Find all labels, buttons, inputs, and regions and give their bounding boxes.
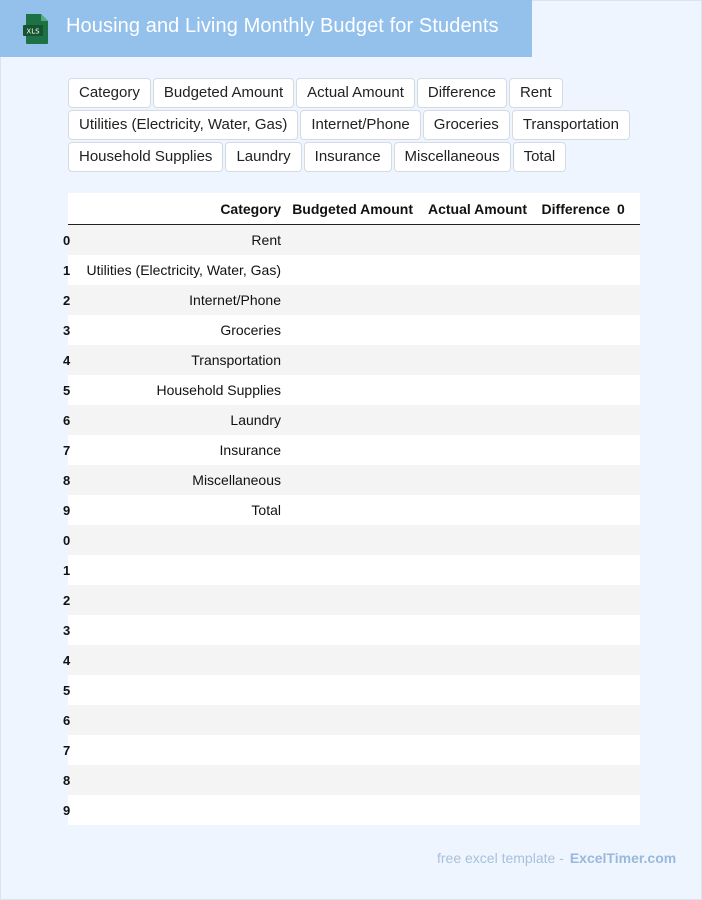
tag-row-1 xyxy=(68,78,638,108)
tag-chip[interactable]: Category xyxy=(68,78,151,108)
tag-chip[interactable]: Total xyxy=(513,142,567,172)
tag-chip[interactable]: Insurance xyxy=(304,142,392,172)
table-body xyxy=(63,225,640,825)
header-category: Category xyxy=(220,200,281,217)
row-index[interactable]: 8 xyxy=(63,772,71,788)
row-index[interactable]: 1 xyxy=(63,262,71,278)
table-row xyxy=(63,705,640,735)
header-budgeted-amount: Budgeted Amount xyxy=(292,200,413,217)
table-row xyxy=(63,435,640,465)
row-index[interactable]: 5 xyxy=(63,382,71,398)
row-index[interactable]: 3 xyxy=(63,322,71,338)
table-row xyxy=(63,585,640,615)
table-row xyxy=(63,795,640,825)
tag-chip[interactable]: Utilities (Electricity, Water, Gas) xyxy=(68,110,298,140)
table-header-row xyxy=(68,193,640,225)
table-row xyxy=(63,525,640,555)
row-index[interactable]: 2 xyxy=(63,592,71,608)
row-index[interactable]: 8 xyxy=(63,472,71,488)
tag-chip[interactable]: Laundry xyxy=(225,142,301,172)
column-tags xyxy=(68,78,638,174)
table-row xyxy=(63,285,640,315)
table-row xyxy=(63,645,640,675)
cell-category[interactable]: Miscellaneous xyxy=(192,472,281,488)
header-actual-amount: Actual Amount xyxy=(427,200,527,217)
row-index[interactable]: 1 xyxy=(63,562,71,578)
table-row xyxy=(63,345,640,375)
page-title: Housing and Living Monthly Budget for Students xyxy=(66,15,499,37)
row-index[interactable]: 6 xyxy=(63,712,71,728)
table-row xyxy=(63,735,640,765)
row-index[interactable]: 9 xyxy=(63,802,71,818)
table-row xyxy=(63,375,640,405)
row-index[interactable]: 3 xyxy=(63,622,71,638)
table-row xyxy=(63,675,640,705)
row-index[interactable]: 4 xyxy=(63,652,71,668)
footer-credit xyxy=(437,850,676,866)
cell-category[interactable]: Transportation xyxy=(191,352,281,368)
table-row xyxy=(63,225,640,255)
row-index[interactable]: 0 xyxy=(63,532,71,548)
table-row xyxy=(63,255,640,285)
tag-row-3 xyxy=(68,142,638,172)
budget-table xyxy=(63,193,640,825)
tag-chip[interactable]: Actual Amount xyxy=(296,78,415,108)
footer-brand-link[interactable]: ExcelTimer.com xyxy=(569,850,677,866)
tag-row-2 xyxy=(68,110,638,140)
table-row xyxy=(63,405,640,435)
tag-chip[interactable]: Budgeted Amount xyxy=(153,78,294,108)
title-banner xyxy=(0,0,532,57)
cell-category[interactable]: Laundry xyxy=(230,412,281,428)
row-index[interactable]: 6 xyxy=(63,412,71,428)
svg-text:XLS: XLS xyxy=(26,27,40,36)
table-row xyxy=(63,495,640,525)
table-row xyxy=(63,465,640,495)
footer-text: free excel template - xyxy=(437,850,564,866)
row-index[interactable]: 4 xyxy=(63,352,71,368)
cell-category[interactable]: Internet/Phone xyxy=(189,292,281,308)
table-row xyxy=(63,765,640,795)
tag-chip[interactable]: Difference xyxy=(417,78,507,108)
cell-category[interactable]: Utilities (Electricity, Water, Gas) xyxy=(86,262,281,278)
row-index[interactable]: 9 xyxy=(63,502,71,518)
row-index[interactable]: 0 xyxy=(63,232,71,248)
cell-category[interactable]: Insurance xyxy=(219,442,281,458)
tag-chip[interactable]: Groceries xyxy=(423,110,510,140)
row-index[interactable]: 7 xyxy=(63,742,71,758)
table-row xyxy=(63,555,640,585)
excel-file-icon xyxy=(22,13,50,45)
tag-chip[interactable]: Rent xyxy=(509,78,563,108)
row-index[interactable]: 7 xyxy=(63,442,71,458)
header-zero: 0 xyxy=(617,200,625,217)
table-row xyxy=(63,615,640,645)
table-row xyxy=(63,315,640,345)
cell-category[interactable]: Rent xyxy=(251,232,281,248)
cell-category[interactable]: Household Supplies xyxy=(156,382,281,398)
tag-chip[interactable]: Household Supplies xyxy=(68,142,223,172)
header-difference: Difference xyxy=(541,200,610,217)
tag-chip[interactable]: Transportation xyxy=(512,110,630,140)
cell-category[interactable]: Total xyxy=(251,502,281,518)
row-index[interactable]: 2 xyxy=(63,292,71,308)
cell-category[interactable]: Groceries xyxy=(220,322,281,338)
tag-chip[interactable]: Internet/Phone xyxy=(300,110,420,140)
tag-chip[interactable]: Miscellaneous xyxy=(394,142,511,172)
row-index[interactable]: 5 xyxy=(63,682,71,698)
